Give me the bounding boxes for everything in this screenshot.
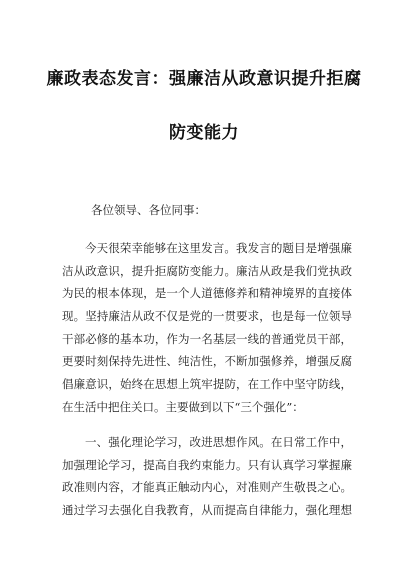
- paragraph-line: 为民的根本体现，是一个人道德修养和精神境界的直接体: [62, 286, 352, 301]
- salutation: 各位领导、各位同事：: [91, 203, 206, 217]
- paragraph-line: 更要时刻保持先进性、纯洁性，不断加强修养，增强反腐: [62, 354, 352, 369]
- paragraph-2: [62, 431, 352, 522]
- paragraph-line: 通过学习去强化自我教育，从而提高自律能力，强化理想: [62, 503, 352, 518]
- paragraph-line: 加强理论学习，提高自我约束能力。只有认真学习掌握廉: [62, 457, 352, 472]
- paragraph-line: 倡廉意识，始终在思想上筑牢提防，在工作中坚守防线，: [62, 377, 352, 392]
- paragraph-line: 一、强化理论学习，改进思想作风。在日常工作中，: [85, 435, 352, 449]
- paragraph-line: 现。坚持廉洁从政不仅是党的一贯要求，也是每一位领导: [62, 309, 352, 324]
- paragraph-line: 洁从政意识，提升拒腐防变能力。廉洁从政是我们党执政: [62, 263, 352, 278]
- paragraph-line: 在生活中把住关口。主要做到以下“三个强化”：: [62, 399, 304, 414]
- document-title-line-1: 廉政表态发言：强廉洁从政意识提升拒腐: [46, 69, 362, 89]
- paragraph-line: 今天很荣幸能够在这里发言。我发言的题目是增强廉: [85, 241, 352, 255]
- paragraph-line: 政准则内容，才能真正触动内心，对准则产生敬畏之心。: [62, 480, 352, 495]
- paragraph-1: [62, 237, 352, 419]
- paragraph-line: 干部必修的基本功，作为一名基层一线的普通党员干部，: [62, 331, 352, 346]
- document-title-line-2: 防变能力: [169, 123, 239, 143]
